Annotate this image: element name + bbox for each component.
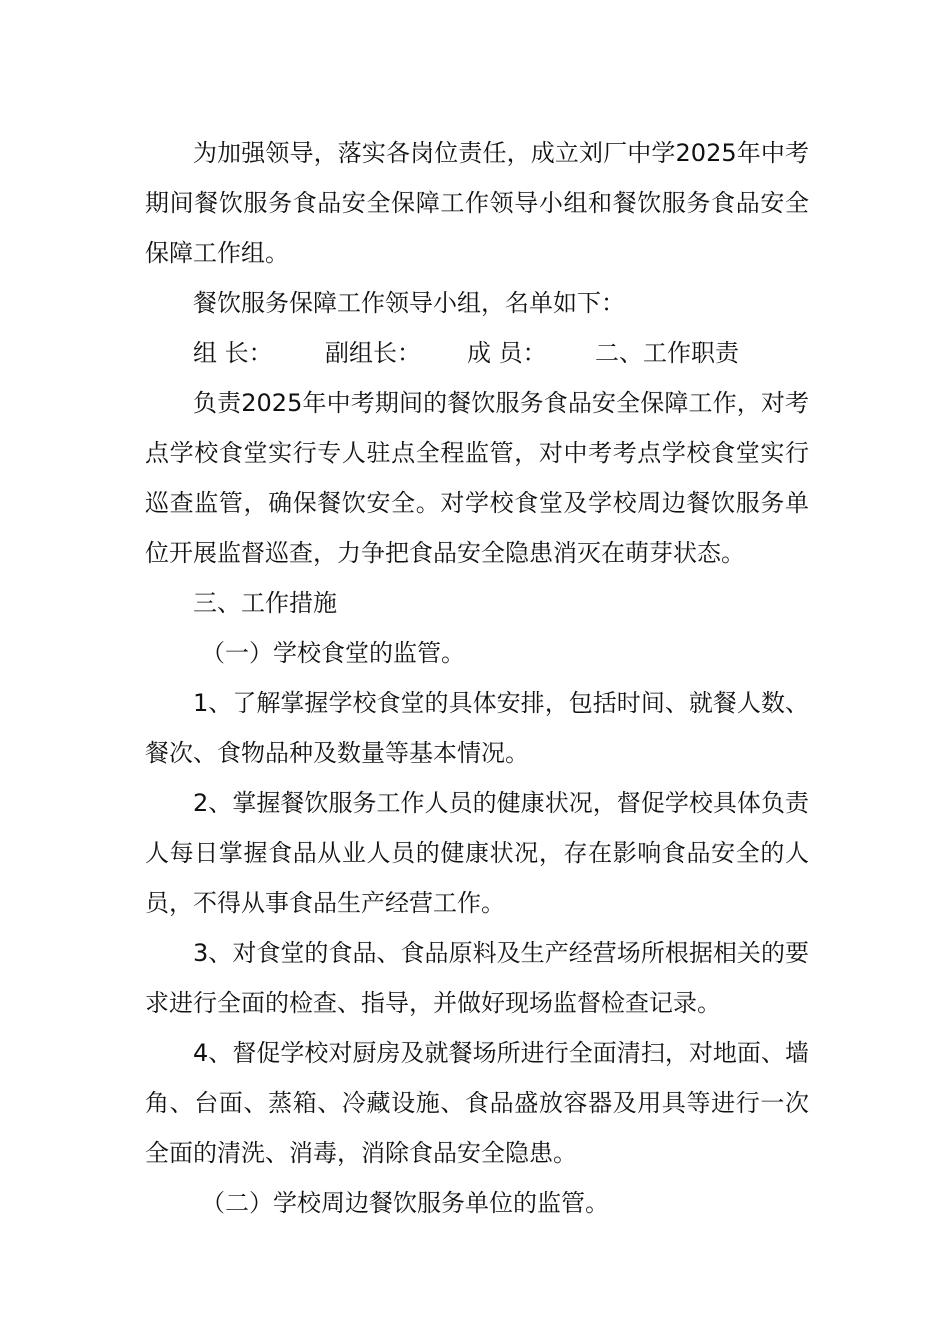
- section-duties-heading: 二、工作职责: [595, 339, 739, 367]
- role-deputy-label: 副组长：: [325, 339, 421, 367]
- role-leader-label: 组 长：: [193, 339, 273, 367]
- measure-item-2: 2、掌握餐饮服务工作人员的健康状况，督促学校具体负责人每日掌握食品从业人员的健康状况，存在影响食品安全的人员，不得从事食品生产经营工作。: [145, 789, 809, 917]
- intro-paragraph: 为加强领导，落实各岗位责任，成立刘厂中学2025年中考期间餐饮服务食品安全保障工作领导小组和餐饮服务食品安全保障工作组。: [145, 139, 809, 267]
- measure-item-3: 3、对食堂的食品、食品原料及生产经营场所根据相关的要求进行全面的检查、指导，并做好现场监督检查记录。: [145, 939, 809, 1017]
- document-body: [145, 128, 809, 1228]
- measure-item-1: 1、了解掌握学校食堂的具体安排，包括时间、就餐人数、餐次、食物品种及数量等基本情况。: [145, 689, 809, 767]
- subsection-canteen-heading: （一）学校食堂的监管。: [201, 639, 465, 667]
- role-member-label: 成 员：: [467, 339, 547, 367]
- leader-group-title: 餐饮服务保障工作领导小组，名单如下：: [193, 289, 625, 317]
- measure-item-4: 4、督促学校对厨房及就餐场所进行全面清扫，对地面、墙角、台面、蒸箱、冷藏设施、食品盛放容器及用具等进行一次全面的清洗、消毒，消除食品安全隐患。: [145, 1039, 809, 1167]
- roles-line: [145, 328, 809, 378]
- duty-paragraph: 负责2025年中考期间的餐饮服务食品安全保障工作，对考点学校食堂实行专人驻点全程监管，对中考考点学校食堂实行巡查监管，确保餐饮安全。对学校食堂及学校周边餐饮服务单位开展监督巡查，力争把食品安全隐患消灭在萌芽状态。: [145, 389, 809, 567]
- section-measures-heading: 三、工作措施: [193, 589, 337, 617]
- subsection-surrounding-heading: （二）学校周边餐饮服务单位的监管。: [201, 1189, 609, 1217]
